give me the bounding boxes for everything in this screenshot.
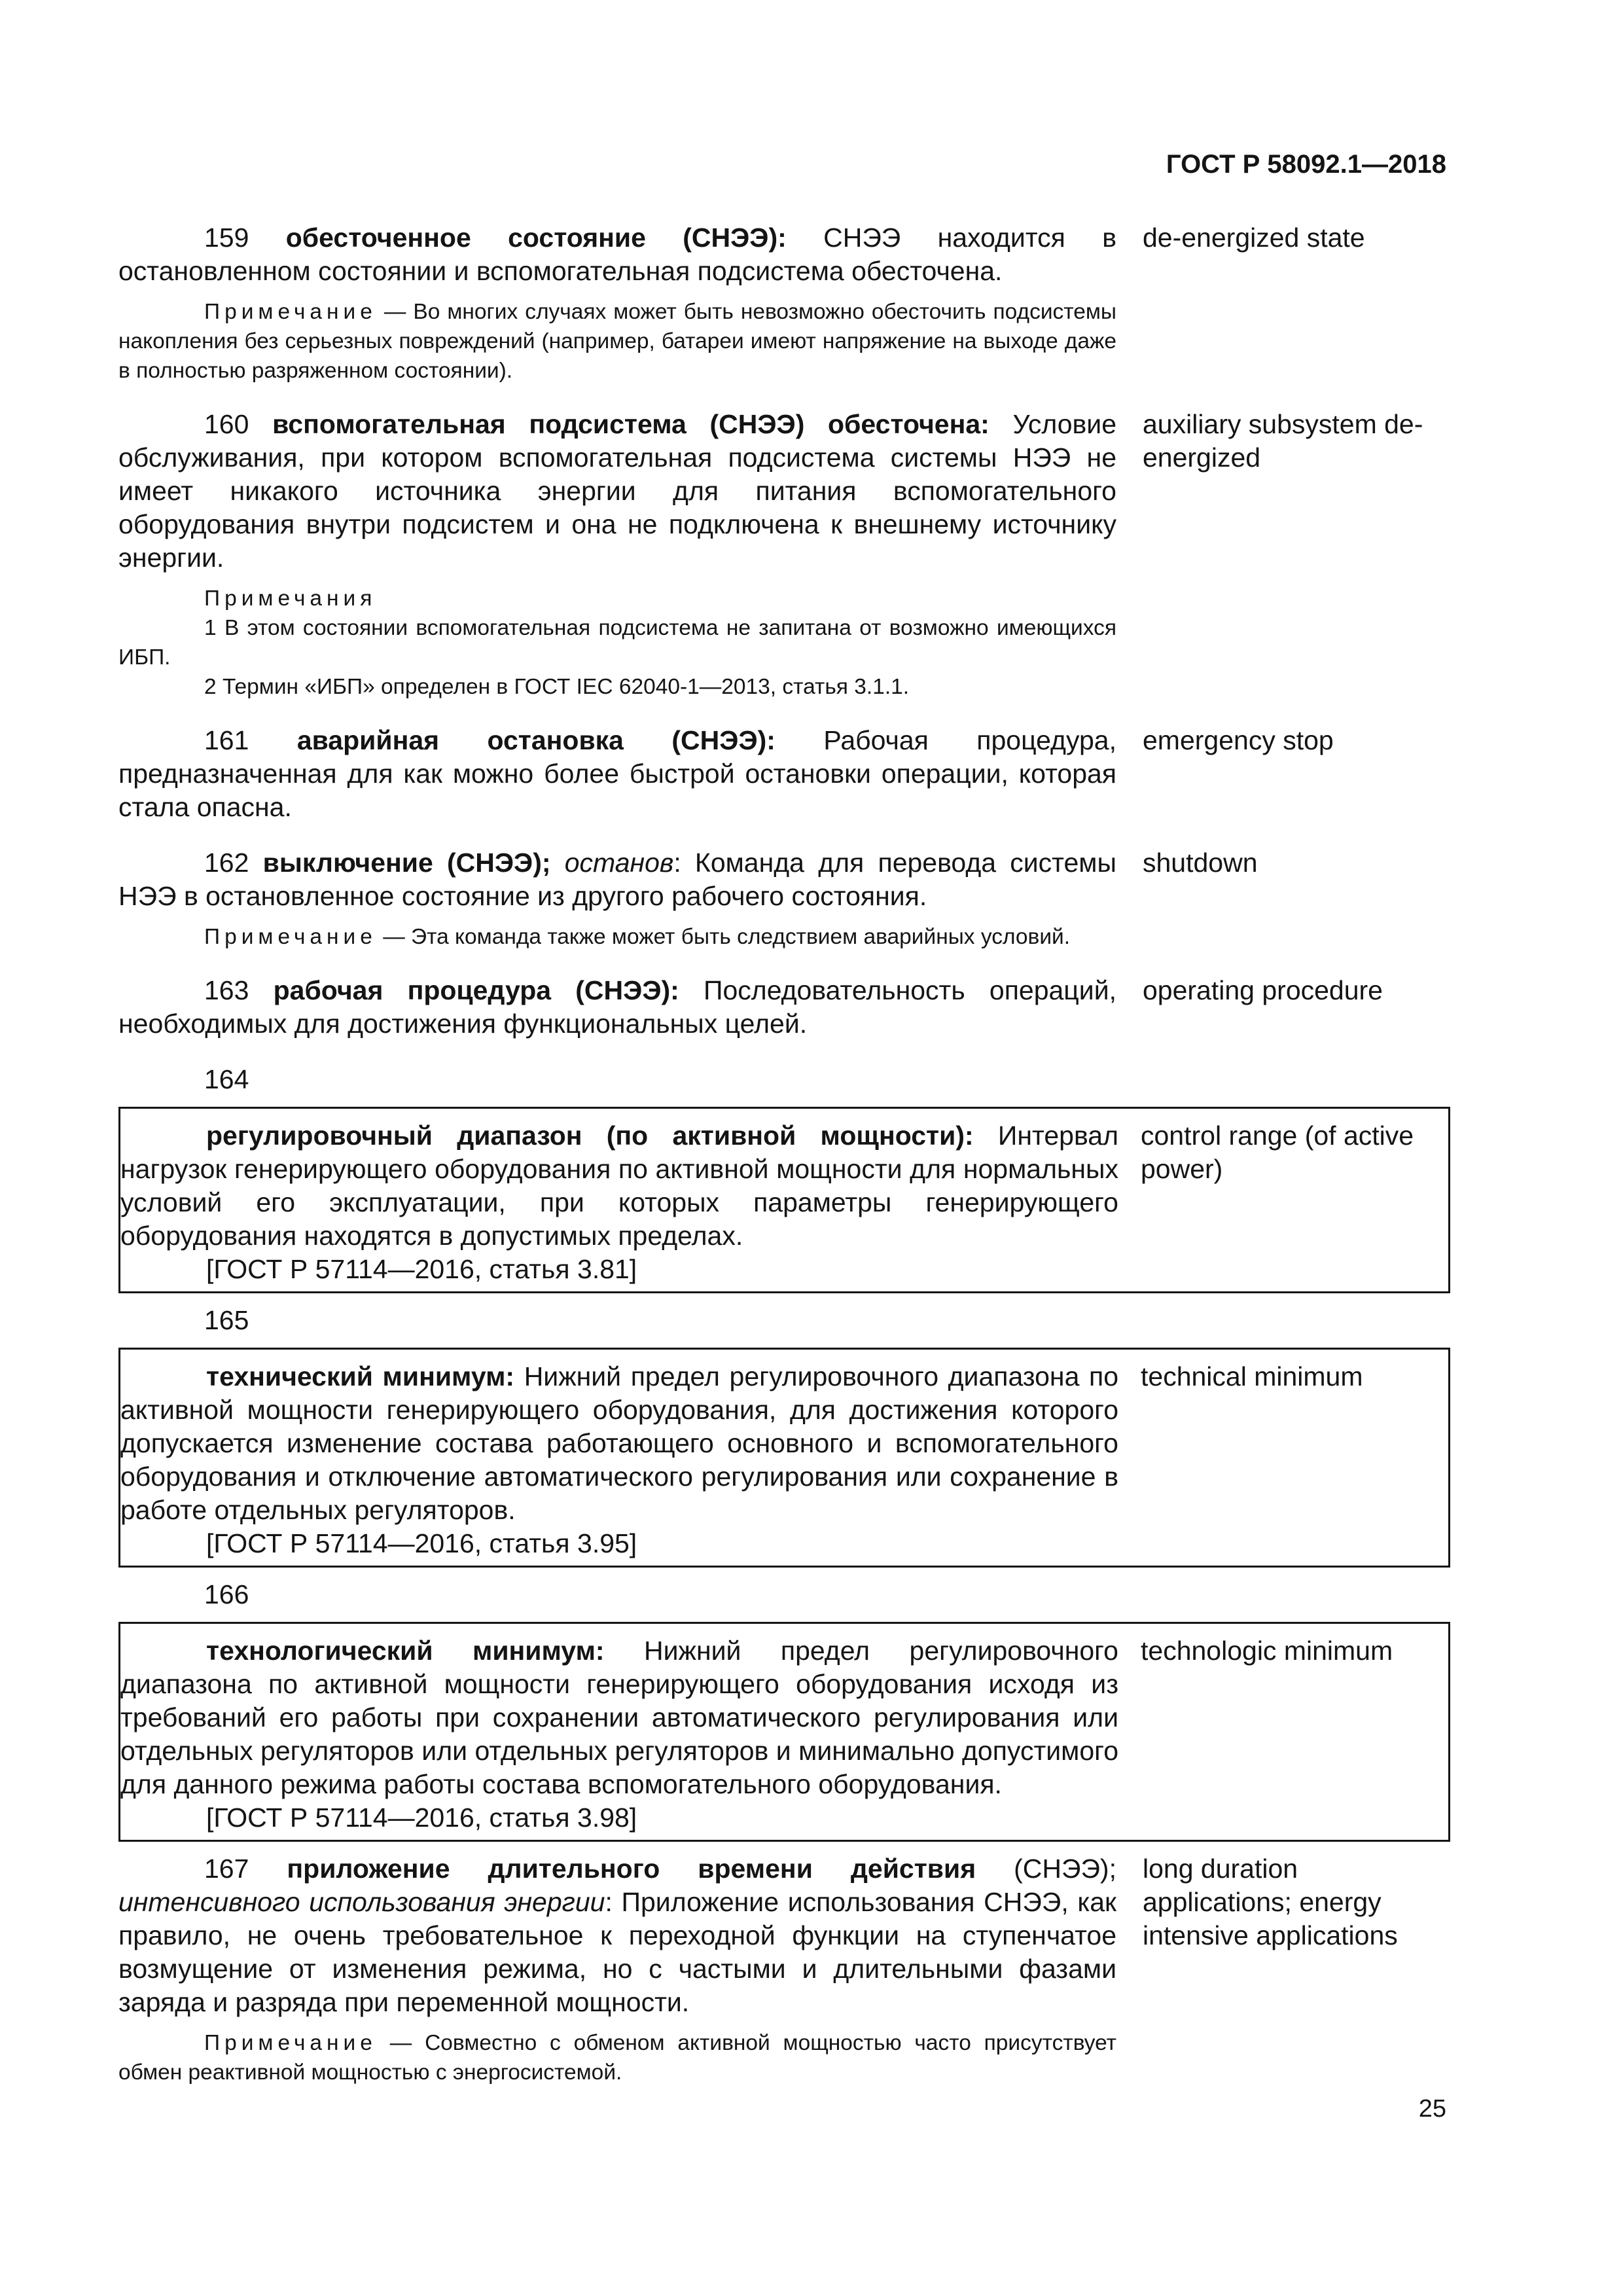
term-definition: 167 приложение длительного времени действия (СНЭЭ); интенсивного использования энергии: Приложение использования СНЭЭ, как правило, не очень требовательное к переходной функции на ступенчатое возмущение от изменения режима, но с частыми и длительными фазами заряда и разряда при переменной мощности. [118, 1854, 1116, 2017]
term-title: приложение длительного времени действия [287, 1854, 976, 1884]
term-english: operating procedure [1143, 975, 1383, 1005]
term-definition: технологический минимум: Нижний предел регулировочного диапазона по активной мощности генерирующего оборудования исходя из требований его работы при сохранении автоматического регулирования или отдельных регуляторов или отдельных регуляторов и минимально допустимого для данного режима работы состава вспомогательного оборудования. [120, 1636, 1118, 1799]
term-english: de-energized state [1143, 223, 1365, 253]
term-entry-159 [118, 221, 1450, 386]
term-number: 165 [204, 1305, 249, 1335]
terms-content [118, 221, 1450, 2109]
document-header: ГОСТ Р 58092.1—2018 [1166, 150, 1446, 179]
term-entry-163 [118, 974, 1450, 1041]
term-english: long duration applications; energy intensive applications [1143, 1854, 1398, 1950]
term-number: 164 [204, 1064, 249, 1094]
term-source: [ГОСТ Р 57114—2016, статья 3.95] [206, 1528, 637, 1558]
term-definition: 161 аварийная остановка (СНЭЭ): Рабочая процедура, предназначенная для как можно более быстрой остановки операции, которая стала опасна. [118, 725, 1116, 822]
term-box [118, 1348, 1450, 1568]
term-definition: технический минимум: Нижний предел регулировочного диапазона по активной мощности генерирующего оборудования, для достижения которого допускается изменение состава работающего основного и вспомогательного оборудования и отключение автоматического регулирования или сохранение в работе отдельных регуляторов. [120, 1361, 1118, 1525]
term-definition: 162 выключение (СНЭЭ); останов: Команда для перевода системы НЭЭ в остановленное состояние из другого рабочего состояния. [118, 848, 1116, 911]
term-definition: 159 обесточенное состояние (СНЭЭ): СНЭЭ находится в остановленном состоянии и вспомогательная подсистема обесточена. [118, 223, 1116, 286]
term-english: auxiliary subsystem de-energized [1143, 409, 1423, 473]
term-entry-164 [118, 1063, 1450, 1293]
term-entry-167 [118, 1852, 1450, 2087]
term-box [118, 1107, 1450, 1293]
term-english: technical minimum [1141, 1361, 1363, 1391]
term-source: [ГОСТ Р 57114—2016, статья 3.81] [206, 1254, 637, 1284]
term-title: технологический минимум: [206, 1636, 605, 1666]
term-title: регулировочный диапазон (по активной мощности): [206, 1121, 974, 1151]
term-title: выключение (СНЭЭ); [262, 848, 551, 878]
page-number: 25 [1418, 2095, 1446, 2123]
term-entry-166 [118, 1578, 1450, 1842]
term-synonym: останов [564, 848, 674, 878]
term-title: технический минимум: [206, 1361, 515, 1391]
term-notes-label: Примечания [204, 586, 377, 611]
term-note: Примечание — Совместно с обменом активной мощностью часто присутствует обмен реактивной мощностью с энергосистемой. [118, 2031, 1117, 2085]
term-english: emergency stop [1143, 725, 1334, 755]
term-definition: 160 вспомогательная подсистема (СНЭЭ) обесточена: Условие обслуживания, при котором вспомогательная подсистема системы НЭЭ не имеет никакого источника энергии для питания вспомогательного оборудования внутри подсистем и она не подключена к внешнему источнику энергии. [118, 409, 1116, 573]
term-title: аварийная остановка (СНЭЭ): [296, 725, 776, 755]
term-note: Примечание — Эта команда также может быть следствием аварийных условий. [204, 925, 1071, 949]
term-entry-160 [118, 408, 1450, 702]
term-synonym: интенсивного использования энергии [118, 1887, 605, 1917]
term-note-2: 2 Термин «ИБП» определен в ГОСТ IEC 62040-1—2013, статья 3.1.1. [204, 675, 910, 699]
term-english: technologic minimum [1141, 1636, 1393, 1666]
term-box [118, 1622, 1450, 1842]
term-source: [ГОСТ Р 57114—2016, статья 3.98] [206, 1803, 637, 1833]
term-definition: 163 рабочая процедура (СНЭЭ): Последовательность операций, необходимых для достижения функциональных целей. [118, 975, 1116, 1039]
term-english: shutdown [1143, 848, 1258, 878]
term-note-1: 1 В этом состоянии вспомогательная подсистема не запитана от возможно имеющихся ИБП. [118, 616, 1116, 670]
term-entry-165 [118, 1304, 1450, 1568]
term-entry-162 [118, 846, 1450, 952]
term-title: обесточенное состояние (СНЭЭ): [285, 223, 787, 253]
term-number: 166 [204, 1579, 249, 1609]
term-english: control range (of active power) [1141, 1121, 1414, 1184]
term-note: Примечание — Во многих случаях может быть невозможно обесточить подсистемы накопления без серьезных повреждений (например, батареи имеют напряжение на выходе даже в полностью разряженном состоянии). [118, 300, 1116, 383]
term-entry-161 [118, 724, 1450, 824]
term-title: вспомогательная подсистема (СНЭЭ) обесточена: [272, 409, 990, 439]
term-title: рабочая процедура (СНЭЭ): [273, 975, 679, 1005]
term-definition: регулировочный диапазон (по активной мощности): Интервал нагрузок генерирующего оборудования по активной мощности для нормальных условий его эксплуатации, при которых параметры генерирующего оборудования находятся в допустимых пределах. [120, 1121, 1118, 1251]
